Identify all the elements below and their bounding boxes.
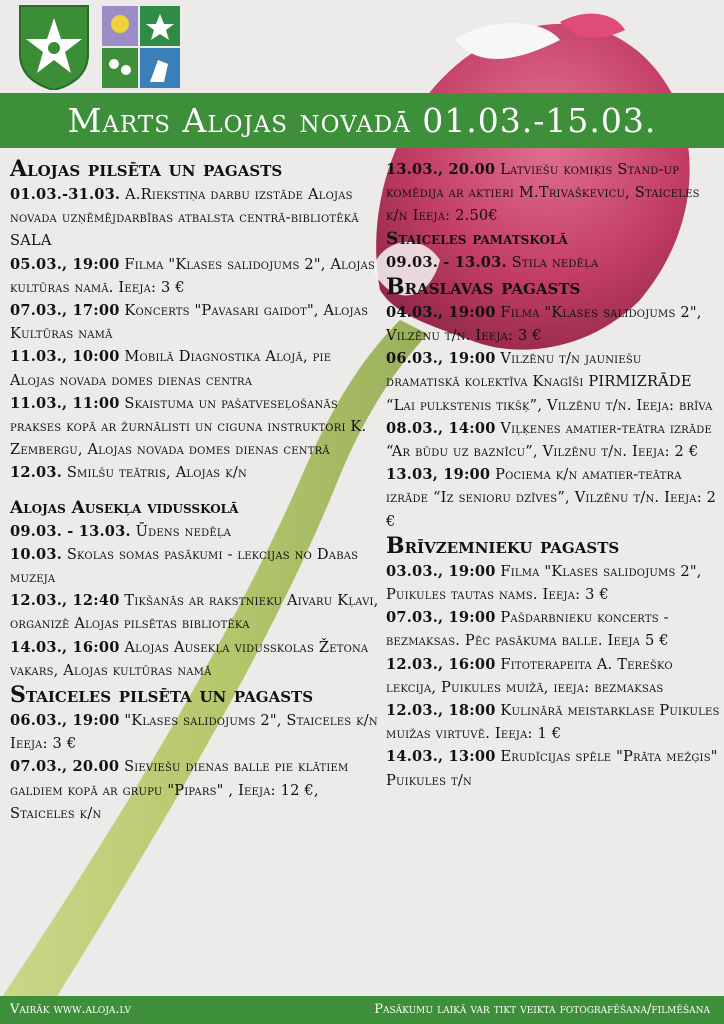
event-description: Skolas somas pasākumi - lekcijas no Dabas muzeja — [10, 545, 359, 587]
event-date: 14.03., 16:00 — [10, 638, 120, 656]
event-item — [386, 251, 720, 274]
event-date: 07.03., 19:00 — [386, 609, 496, 627]
event-list — [386, 251, 720, 274]
event-date: 11.03., 11:00 — [10, 394, 120, 412]
event-description: Stila nedēļa — [506, 253, 599, 271]
section-title: Staiceles pamatskolā — [386, 228, 568, 249]
event-item — [10, 392, 380, 462]
event-item — [386, 301, 720, 347]
right-column — [386, 158, 720, 792]
event-description: Fitoterapeita A. Tereško lekcija, Puikules muižā, ieeja: bezmaksas — [386, 655, 673, 696]
photo-notice: Pasākumu laikā var tikt veikta fotografēšana/filmēšana — [374, 1002, 710, 1017]
section-title: Alojas pilsēta un pagasts — [10, 156, 283, 182]
event-list — [386, 560, 720, 792]
event-date: 12.03., 12:40 — [10, 592, 120, 610]
event-description: A.Riekstiņa darbu izstāde Alojas novada uzņēmējdarbības atbalsta centrā-bibliotēkā SALA — [10, 186, 359, 250]
header-logos — [18, 4, 188, 94]
event-item — [386, 745, 720, 791]
event-item — [386, 347, 720, 417]
event-date: 12.03., 18:00 — [386, 702, 496, 720]
event-item — [386, 606, 720, 652]
event-date: 09.03. - 13.03. — [386, 253, 507, 271]
event-description: Koncerts "Pavasari gaidot", Alojas Kultūras namā — [10, 302, 369, 343]
event-item — [386, 417, 720, 463]
event-item — [386, 653, 720, 699]
event-date: 11.03., 10:00 — [10, 348, 120, 366]
event-description: Filma "Klases salidojums 2", Alojas kultūras namā. Ieeja: 3 € — [10, 255, 376, 296]
event-description: Kulinārā meistarklase Puikules muižas virtuvē. Ieeja: 1 € — [386, 702, 720, 743]
event-item — [10, 461, 380, 484]
event-description: Latviešu komiķis Stand-up komēdija ar aktieri M.Trivaškevicu, Staiceles k/n Ieeja: 2.50€ — [386, 161, 700, 225]
event-date: 06.03., 19:00 — [386, 350, 496, 368]
event-date: 13.03, 19:00 — [386, 466, 491, 484]
event-item — [386, 463, 720, 533]
event-date: 10.03. — [10, 545, 62, 563]
event-item — [10, 589, 380, 635]
left-column — [10, 156, 380, 825]
event-description: Mobilā Diagnostika Alojā, pie Alojas novada domes dienas centra — [10, 348, 332, 389]
event-list — [10, 183, 380, 485]
event-date: 12.03., 16:00 — [386, 655, 496, 673]
event-item — [10, 299, 380, 345]
aloja-coat-of-arms-icon — [18, 4, 188, 90]
event-description: Skaistuma un pašatveseļošanās prakses kopā ar žurnālisti un ciguna instruktori K. Zembergu, Alojas novada domes dienas centrā — [10, 394, 367, 459]
event-date: 07.03., 20.00 — [10, 758, 120, 776]
event-item — [10, 520, 380, 543]
event-date: 08.03., 14:00 — [386, 419, 496, 437]
event-item — [386, 560, 720, 606]
event-item — [10, 345, 380, 391]
event-item — [10, 183, 380, 253]
event-item — [10, 755, 380, 825]
event-item — [10, 543, 380, 589]
section-title: Staiceles pilsēta un pagasts — [10, 682, 314, 709]
event-description: Tikšanās ar rakstnieku Aivaru Kļavi, organizē Alojas pilsētas bibliotēka — [10, 592, 379, 633]
section-title: Brīvzemnieku pagasts — [386, 532, 620, 559]
event-description: Smilšu teātris, Alojas k/n — [61, 464, 247, 482]
event-description: Sieviešu dienas balle pie klātiem galdiem kopā ar grupu "Pipars" , Ieeja: 12 €, Staiceles k/n — [10, 758, 349, 822]
page-title: Marts Alojas novadā 01.03.-15.03. — [0, 93, 724, 148]
event-list — [10, 520, 380, 682]
section-title: Braslavas pagasts — [386, 273, 581, 300]
event-list — [386, 158, 720, 228]
footer — [0, 996, 724, 1024]
event-description: Ūdens nedēļa — [130, 522, 232, 540]
event-date: 12.03. — [10, 464, 62, 482]
website-link[interactable]: Vairāk www.aloja.lv — [10, 1002, 131, 1017]
event-description: Pociema k/n amatier-teātra izrāde “Iz senioru dzīves”, Vilzēnu t/n. Ieeja: 2 € — [386, 466, 717, 530]
event-description: Filma "Klases salidojums 2", Puikules tautas nams. Ieeja: 3 € — [386, 562, 702, 604]
event-description: Pašdarbnieku koncerts - bezmaksas. Pēc pasākuma balle. Ieeja 5 € — [386, 609, 669, 650]
section-title: Alojas Ausekļa vidusskolā — [10, 497, 239, 518]
event-date: 07.03., 17:00 — [10, 302, 120, 320]
event-item — [386, 158, 720, 228]
event-item — [10, 253, 380, 299]
event-description: Alojas Ausekļa vidusskolas Žetona vakars, Alojas kultūras namā — [10, 638, 369, 679]
event-description: "Klases salidojums 2", Staiceles k/n Ieeja: 3 € — [10, 712, 378, 753]
municipal-parishes-coat-of-arms-icon — [102, 6, 180, 88]
event-item — [10, 709, 380, 755]
event-date: 09.03. - 13.03. — [10, 522, 131, 540]
event-date: 06.03., 19:00 — [10, 712, 120, 730]
event-item — [386, 699, 720, 745]
event-date: 03.03., 19:00 — [386, 562, 496, 580]
event-date: 13.03., 20.00 — [386, 161, 496, 178]
event-description: Vilzēnu t/n jauniešu dramatiskā kolektīva Knagīši PIRMIZRĀDE “Lai pulkstenis tikšķ”, Vilzēnu t/n. Ieeja: brīva — [386, 350, 713, 414]
event-list — [10, 709, 380, 825]
event-date: 01.03.-31.03. — [10, 186, 121, 203]
event-date: 14.03., 13:00 — [386, 748, 496, 766]
event-item — [10, 636, 380, 682]
event-date: 04.03., 19:00 — [386, 303, 496, 321]
event-description: Erudīcijas spēle "Prāta mežģis" Puikules t/n — [386, 748, 718, 789]
event-description: Filma "Klases salidojums 2", Vilzēnu t/n. Ieeja: 3 € — [386, 303, 702, 345]
event-list — [386, 301, 720, 533]
event-date: 05.03., 19:00 — [10, 255, 120, 273]
event-description: Viļķenes amatier-teātra izrāde “Ar būdu uz baznīcu”, Vilzēnu t/n. Ieeja: 2 € — [386, 419, 713, 461]
